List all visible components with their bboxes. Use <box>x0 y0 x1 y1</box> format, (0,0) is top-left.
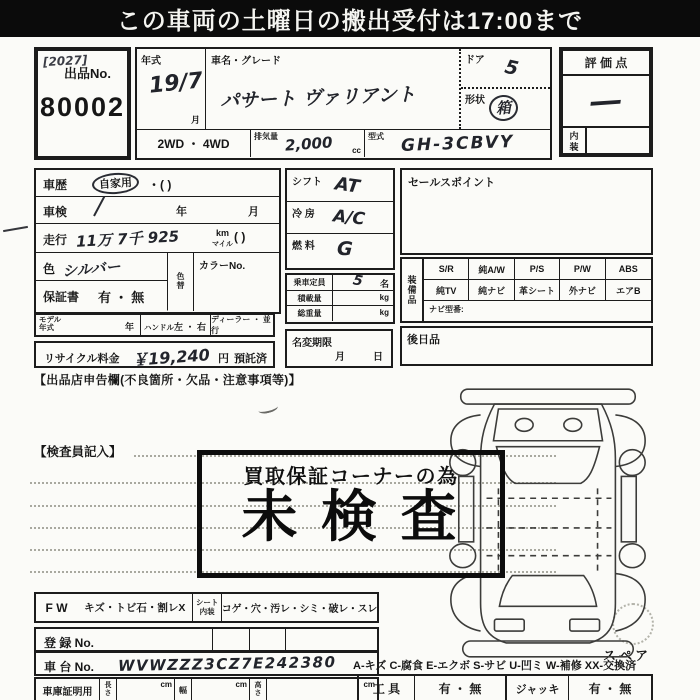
drive-options: 2WD ・ 4WD <box>157 137 230 151</box>
registration-label: 登 録 No. <box>44 636 94 650</box>
weight-label: 総重量 <box>297 309 322 318</box>
notice-banner <box>0 0 700 37</box>
reg-divider <box>249 629 250 650</box>
inspector-label: 【検査員記入】 <box>34 445 122 459</box>
mileage-value: 11万 7千 925 <box>75 227 180 251</box>
garage-length-cm: cm <box>160 680 172 689</box>
load-label: 積載量 <box>297 293 322 303</box>
interior-value-empty <box>587 128 649 155</box>
equip-pw: P/W <box>573 264 591 274</box>
chassis-label: 車 台 No. <box>44 660 94 674</box>
equip-ps: P/S <box>529 264 545 274</box>
equip-aw: 純A/W <box>478 264 505 275</box>
load-unit: kg <box>379 293 389 302</box>
equip-leather: 革シート <box>518 285 555 296</box>
history-label: 車歴 <box>43 178 68 192</box>
displacement-value: 2,000 <box>284 133 334 155</box>
year-label: 年式 <box>141 56 161 67</box>
lot-number: 80002 <box>39 91 126 122</box>
weight-unit: kg <box>379 308 389 317</box>
model-year-unit: 年 <box>124 322 134 332</box>
damage-legend: A-キズ C-腐食 E-エクボ S-サビ U-凹ミ W-補修 XX-交換済 <box>353 660 637 672</box>
lot-stamp: [2027] <box>42 52 88 70</box>
tool-label: 工 具 <box>372 682 401 696</box>
shaken-year-unit: 年 <box>176 206 187 218</box>
equip-abs: ABS <box>618 264 638 274</box>
seat-text: コゲ・穴・汚レ・シミ・破レ・スレ <box>221 604 377 615</box>
shape-value: 箱 <box>488 94 519 122</box>
equipment-table <box>400 257 653 323</box>
reg-divider <box>285 629 286 650</box>
recycle-unit: 円 <box>218 353 229 365</box>
stamp-line1: 買取保証コーナーの為 <box>243 466 459 488</box>
ac-value: A/C <box>332 206 366 230</box>
equip-extnavi: 外ナビ <box>568 285 596 296</box>
equipment-label: 装備品 <box>407 274 417 306</box>
header-table <box>135 47 552 160</box>
vehicle-info-table <box>34 168 281 314</box>
uninspected-stamp <box>197 450 505 578</box>
displacement-unit: cc <box>352 146 361 155</box>
garage-width-cm: cm <box>235 680 247 689</box>
jack-label: ジャッキ <box>515 683 560 696</box>
shift-value: AT <box>333 173 361 198</box>
recycle-value: ￥19,240 <box>131 345 211 370</box>
shift-label: シフト <box>292 177 322 188</box>
door-value: 5 <box>502 55 521 81</box>
jack-options: 有 ・ 無 <box>588 682 632 696</box>
name-change-day: 日 <box>373 352 383 363</box>
model-code-value: GH-3CBVY <box>400 132 515 156</box>
reg-divider <box>212 629 213 650</box>
model-code-label: 型式 <box>368 132 384 141</box>
chassis-row <box>34 651 379 676</box>
declaration-label: 【出品店申告欄(不良箇所・欠品・注意事項等)】 <box>34 373 301 387</box>
mileage-unit-mile: マイル <box>212 241 233 248</box>
spare-label: スペア <box>603 648 652 663</box>
mileage-unit-km: km <box>216 228 230 238</box>
interior-label: 内装 <box>569 131 579 152</box>
history-paren: ・( ) <box>148 178 172 192</box>
year-value: 19/7 <box>147 68 205 99</box>
handle-label: ハンドル <box>144 323 174 332</box>
shaken-month-unit: 月 <box>248 206 259 218</box>
equip-airbag: エアB <box>616 285 641 296</box>
sales-point-label: セールスポイント <box>408 177 496 189</box>
riders-value: 5 <box>351 272 365 290</box>
color-label: 色 <box>43 262 56 276</box>
equip-tv: 純TV <box>435 285 457 296</box>
rating-label: 評 価 点 <box>584 56 628 70</box>
garage-row <box>34 677 379 700</box>
warranty-options: 有 ・ 無 <box>98 290 145 305</box>
lot-label: 出品No. <box>64 66 111 81</box>
shape-label: 形状 <box>465 95 485 106</box>
recycle-status: 預託済 <box>234 353 267 365</box>
powertrain-table <box>285 168 395 270</box>
stamp-line2: 未 検 査 <box>241 485 461 548</box>
recycle-label: リサイクル料金 <box>44 353 120 365</box>
rear-bumper <box>461 389 635 404</box>
fw-text: キズ・トビ石・割レX <box>84 602 186 614</box>
pen-mark <box>257 402 279 416</box>
mileage-paren: ( ) <box>234 230 246 244</box>
riders-label: 乗車定員 <box>293 278 326 287</box>
stray-pen-dash <box>3 226 28 232</box>
color-value: シルバー <box>61 257 122 281</box>
fuel-label: 燃 料 <box>292 241 315 252</box>
year-unit: 月 <box>190 115 200 125</box>
garage-height-cm: cm <box>363 680 375 689</box>
equip-sr: S/R <box>438 264 454 274</box>
dealer-options: ディーラー ・ 並行 <box>211 315 271 335</box>
displacement-label: 排気量 <box>254 132 278 141</box>
mileage-label: 走行 <box>43 233 68 247</box>
registration-row <box>34 627 379 652</box>
handle-options: 左 ・ 右 <box>173 322 206 332</box>
ac-label: 冷 房 <box>292 209 315 220</box>
shaken-label: 車検 <box>43 205 68 219</box>
garage-width-label: 幅 <box>179 685 187 695</box>
equip-navi: 純ナビ <box>478 285 506 296</box>
recycle-fee-row <box>34 341 275 368</box>
garage-height-label: 高さ <box>254 682 262 697</box>
fw-seat-row <box>34 592 379 623</box>
garage-label: 車庫証明用 <box>42 686 93 698</box>
later-item-label: 後日品 <box>407 334 440 346</box>
capacity-table <box>285 273 395 324</box>
rating-box <box>559 47 653 157</box>
fuel-value: G <box>336 237 354 261</box>
model-year-label: モデル年式 <box>39 315 62 333</box>
name-change-label: 名変期限 <box>292 338 332 349</box>
name-change-month: 月 <box>335 352 345 363</box>
chassis-value: WVWZZZ3CZ7E242380 <box>117 653 337 675</box>
car-name-label: 車名・グレード <box>211 56 281 67</box>
navi-model-label: ナビ型番: <box>429 305 464 314</box>
rating-value: ― <box>589 82 623 120</box>
color-no-label: カラーNo. <box>199 261 246 272</box>
garage-length-label: 長さ <box>104 682 112 697</box>
later-item-box <box>400 326 653 366</box>
fw-label: F W <box>45 600 68 615</box>
warranty-label: 保証書 <box>43 290 80 304</box>
lot-number-box <box>34 47 131 160</box>
door-label: ドア <box>465 55 485 66</box>
tool-options: 有 ・ 無 <box>438 682 482 696</box>
riders-unit: 名 <box>379 279 389 289</box>
car-name-value: パサート ヴァリアント <box>219 83 417 113</box>
model-year-row <box>34 313 275 337</box>
tools-row <box>357 674 653 700</box>
history-value: 自家用 <box>91 171 139 195</box>
name-change-box <box>285 329 393 368</box>
notice-banner-text: この車両の土曜日の搬出受付は17:00まで <box>116 8 584 35</box>
color-change-label: 色替 <box>176 271 185 290</box>
sales-point-box <box>400 168 653 255</box>
seat-label: シート内装 <box>195 598 219 616</box>
